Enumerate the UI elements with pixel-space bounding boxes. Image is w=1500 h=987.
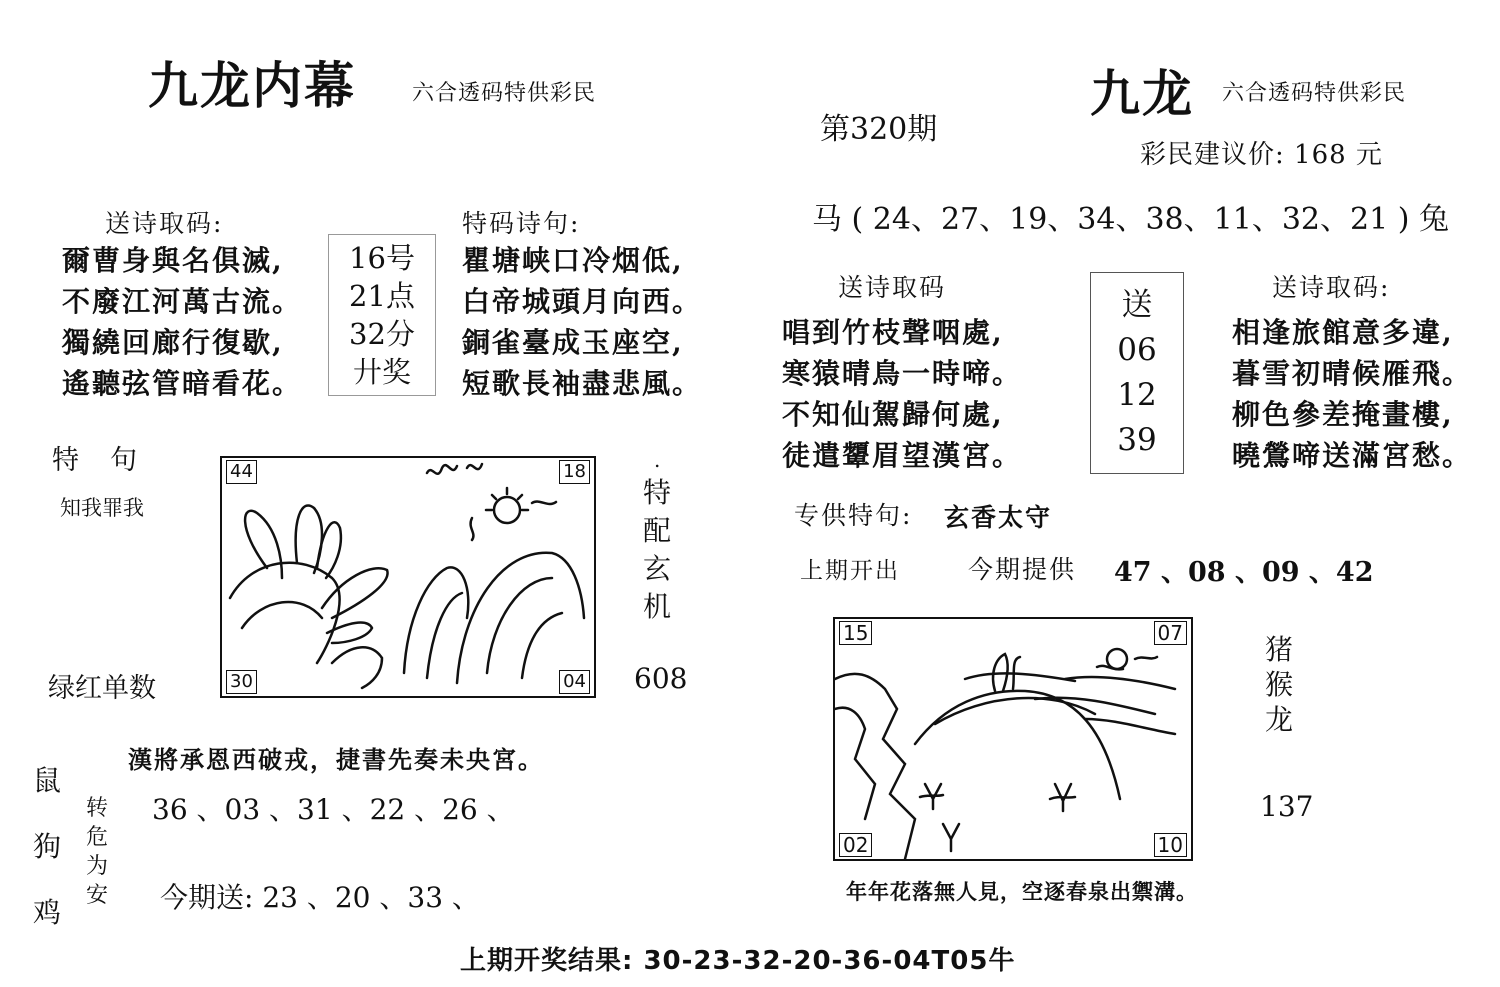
center-box-line: 廾奖 bbox=[352, 355, 411, 389]
corner-number: 02 bbox=[839, 833, 872, 857]
poem-line: 爾曹身與名俱滅, bbox=[62, 244, 284, 277]
provide-label: 今期提供 bbox=[968, 555, 1077, 584]
poem-line: 遙聽弦管暗看花。 bbox=[62, 367, 303, 400]
left-poem-1 bbox=[62, 240, 302, 404]
left-title: 九龙内幕 bbox=[148, 56, 356, 115]
center-box-line: 32分 bbox=[349, 317, 415, 351]
left-poem-line: 漢將承恩西破戎，捷書先奏未央宮。 bbox=[128, 745, 544, 774]
poem-line: 銅雀臺成玉座空, bbox=[462, 326, 684, 359]
left-center-box bbox=[328, 234, 436, 396]
left-turn-label: 转危为安 bbox=[85, 796, 108, 908]
left-green-red: 绿红单数 bbox=[48, 673, 156, 704]
poem-line: 不廢江河萬古流。 bbox=[62, 285, 303, 318]
right-subtitle: 六合透码特供彩民 bbox=[1222, 81, 1407, 106]
hill-sun-sketch bbox=[835, 619, 1191, 859]
center-box-line: 21点 bbox=[349, 279, 415, 313]
right-poem-1 bbox=[782, 312, 1022, 476]
zodiac-char: 猴 bbox=[1264, 668, 1293, 701]
corner-number: 07 bbox=[1154, 621, 1187, 645]
zodiac-char: 狗 bbox=[32, 830, 61, 863]
center-box-line: 12 bbox=[1117, 377, 1157, 413]
poem-line: 短歌長袖盡悲風。 bbox=[462, 367, 703, 400]
left-poem-label-1: 送诗取码: bbox=[105, 209, 224, 238]
center-box-line: 39 bbox=[1117, 422, 1157, 458]
right-title: 九龙 bbox=[1090, 64, 1194, 123]
poem-line: 瞿塘峡口冷烟低, bbox=[462, 244, 684, 277]
zodiac-char: 鸡 bbox=[32, 896, 61, 929]
right-special-label: 专供特句: bbox=[794, 501, 913, 530]
left-side-vertical: 特配玄机 bbox=[642, 476, 671, 623]
center-box-line: 送 bbox=[1121, 287, 1153, 323]
right-poem-2 bbox=[1232, 312, 1472, 476]
last-issue-label: 上期开出 bbox=[800, 558, 900, 584]
price-text: 彩民建议价: 168 元 bbox=[1140, 140, 1383, 170]
poem-line: 柳色參差掩畫樓, bbox=[1232, 398, 1454, 431]
left-special-label: 特 句 bbox=[52, 445, 139, 476]
provide-numbers: 47 、08 、09 、42 bbox=[1114, 557, 1374, 588]
poem-line: 不知仙駕歸何處, bbox=[782, 398, 1004, 431]
zodiac-char: 龙 bbox=[1264, 703, 1293, 736]
left-number-608: 608 bbox=[634, 662, 688, 695]
center-box-line: 16号 bbox=[349, 241, 415, 275]
right-poem-label-1: 送诗取码 bbox=[838, 273, 947, 302]
poem-line: 白帝城頭月向西。 bbox=[462, 285, 703, 318]
issue-number: 第320期 bbox=[820, 112, 938, 147]
left-today-send: 今期送: 23 、20 、33 、 bbox=[160, 881, 480, 914]
left-poem-2 bbox=[462, 240, 702, 404]
left-numbers-row: 36 、03 、31 、22 、26 、 bbox=[152, 793, 515, 826]
right-number-137: 137 bbox=[1260, 790, 1314, 823]
left-side-dot: . bbox=[654, 448, 661, 472]
left-subtitle: 六合透码特供彩民 bbox=[412, 81, 597, 106]
right-center-box bbox=[1090, 272, 1184, 474]
zodiac-char: 鼠 bbox=[32, 764, 61, 797]
corner-number: 15 bbox=[839, 621, 872, 645]
right-special-text: 玄香太守 bbox=[944, 503, 1053, 532]
poem-line: 暮雪初晴候雁飛。 bbox=[1232, 357, 1473, 390]
zodiac-char: 猪 bbox=[1264, 633, 1293, 666]
left-poem-label-2: 特码诗句: bbox=[462, 209, 581, 238]
poem-line: 寒猿晴鳥一時啼。 bbox=[782, 357, 1023, 390]
left-special-text: 知我罪我 bbox=[60, 496, 144, 520]
corner-number: 10 bbox=[1154, 833, 1187, 857]
corner-number: 44 bbox=[226, 460, 257, 484]
left-illustration bbox=[220, 456, 596, 698]
poem-line: 唱到竹枝聲咽處, bbox=[782, 316, 1004, 349]
corner-number: 30 bbox=[226, 670, 257, 694]
poem-line: 獨繞回廊行復歇, bbox=[62, 326, 284, 359]
corner-number: 18 bbox=[559, 460, 590, 484]
right-zodiac-vertical bbox=[1262, 632, 1296, 737]
horse-line: 马 ( 24、27、19、34、38、11、32、21 ) 兔 bbox=[812, 202, 1449, 237]
plant-sun-sketch bbox=[222, 458, 594, 696]
poem-line: 曉鶯啼送滿宮愁。 bbox=[1232, 439, 1473, 472]
right-illustration bbox=[833, 617, 1193, 861]
corner-number: 04 bbox=[559, 670, 590, 694]
poem-line: 相逢旅館意多違, bbox=[1232, 316, 1454, 349]
center-box-line: 06 bbox=[1117, 332, 1157, 368]
right-poem-line: 年年花落無人見，空逐春泉出禦溝。 bbox=[846, 879, 1198, 904]
right-poem-label-2: 送诗取码: bbox=[1272, 273, 1391, 302]
poem-line: 徒遣顰眉望漢宮。 bbox=[782, 439, 1023, 472]
left-zodiac-vertical bbox=[30, 748, 64, 946]
footer-result: 上期开奖结果: 30-23-32-20-36-04T05牛 bbox=[460, 946, 1016, 976]
